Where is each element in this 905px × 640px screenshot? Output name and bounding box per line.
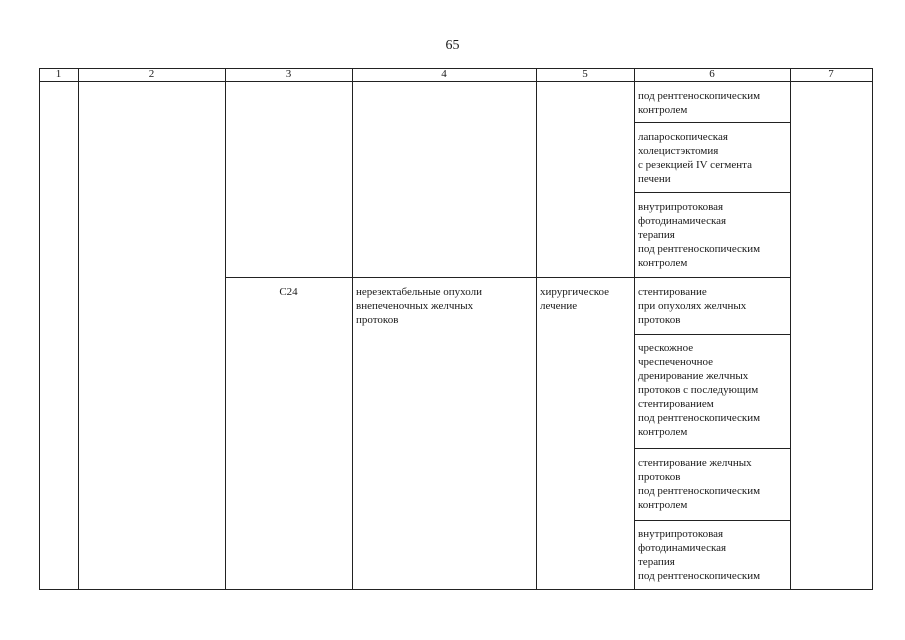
method-cell: стентирование желчных протоков под рентгеноскопическим контролем — [638, 457, 761, 511]
table-bottom-border — [39, 589, 873, 590]
column-divider — [634, 68, 635, 590]
row-divider — [225, 277, 790, 278]
col6-divider — [634, 448, 790, 449]
column-header-6: 6 — [709, 68, 715, 80]
header-bottom-border — [39, 81, 873, 82]
column-header-7: 7 — [828, 68, 834, 80]
method-cell: внутрипротоковая фотодинамическая терапия под рентгеноскопическим — [638, 528, 761, 582]
method-cell: внутрипротоковая фотодинамическая терапия под рентгеноскопическим контролем — [638, 201, 761, 269]
method-cell: под рентгеноскопическим контролем — [638, 90, 761, 116]
column-header-3: 3 — [285, 68, 292, 80]
column-header-4: 4 — [441, 68, 447, 80]
column-divider — [352, 68, 353, 590]
icd-code-cell: C24 — [279, 286, 298, 298]
column-divider — [225, 68, 226, 590]
col6-divider — [634, 334, 790, 335]
table-left-border — [39, 68, 40, 590]
table-right-border — [872, 68, 873, 590]
page-number: 65 — [445, 38, 460, 53]
column-header-5: 5 — [582, 68, 588, 80]
treatment-cell: хирургическое лечение — [540, 286, 610, 312]
col6-divider — [634, 122, 790, 123]
method-cell: чрескожное чреспеченочное дренирование желчных протоков с последующим стентированием под рентгеноскопическим контролем — [638, 342, 761, 438]
col6-divider — [634, 192, 790, 193]
diagnosis-cell: нерезектабельные опухоли внепеченочных желчных протоков — [356, 286, 482, 326]
column-header-1: 1 — [55, 68, 62, 80]
column-header-2: 2 — [148, 68, 155, 80]
col6-divider — [634, 520, 790, 521]
method-cell: лапароскопическая холецистэктомия с резекцией IV сегмента печени — [638, 131, 752, 185]
column-divider — [790, 68, 791, 590]
method-cell: стентирование при опухолях желчных протоков — [638, 286, 747, 326]
column-divider — [536, 68, 537, 590]
column-divider — [78, 68, 79, 590]
